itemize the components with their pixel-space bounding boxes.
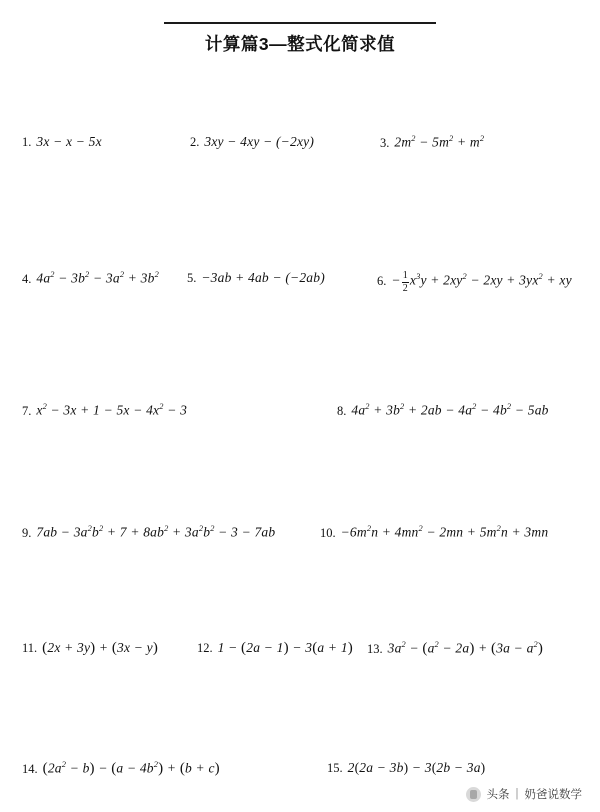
problem-expression: −3ab + 4ab − (−2ab) bbox=[201, 270, 325, 285]
problem-expression: $3a^2 - (a^2 - 2a) + (3a - a^2)$ bbox=[387, 640, 544, 657]
problem-number: 13. bbox=[367, 641, 383, 656]
problem-item bbox=[197, 640, 353, 657]
problem-item bbox=[22, 640, 158, 657]
problem-item bbox=[190, 134, 314, 150]
problem-expression: $2m^2 - 5m^2 + m^2$ bbox=[394, 134, 485, 150]
footer-watermark bbox=[466, 786, 583, 802]
problem-expression: 1 − (2a − 1) − 3(a + 1) bbox=[217, 640, 353, 656]
problem-expression: $7ab - 3a^2b^2 + 7 + 8ab^2 + 3a^2b^2 - 3 - 7ab$ bbox=[36, 524, 276, 540]
problem-number: 6. bbox=[377, 273, 387, 288]
problem-number: 7. bbox=[22, 403, 32, 418]
problem-expression: 2(2a − 3b) − 3(2b − 3a) bbox=[347, 760, 486, 775]
problem-number: 4. bbox=[22, 271, 32, 286]
problem-expression: − $\frac{1}{2}$ $x^3y + 2xy^2 - 2xy + 3yx^2$ + xy bbox=[391, 270, 572, 294]
problem-number: 10. bbox=[320, 525, 336, 540]
problem-number: 15. bbox=[327, 761, 343, 775]
problem-expression: (2x + 3y) + (3x − y) bbox=[42, 640, 159, 656]
problem-number: 3. bbox=[380, 135, 390, 150]
footer-account: 奶爸说数学 bbox=[524, 789, 582, 801]
title-rule bbox=[164, 22, 436, 24]
footer-separator: | bbox=[515, 788, 519, 800]
problem-expression: $x^2 - 3x + 1 - 5x - 4x^2 - 3$ bbox=[36, 402, 188, 418]
problem-expression: $4a^2 + 3b^2 + 2ab - 4a^2 - 4b^2 - 5ab$ bbox=[351, 402, 549, 418]
problem-expression: $4a^2 - 3b^2 - 3a^2 + 3b^2$ bbox=[36, 270, 159, 286]
footer-platform: 头条 bbox=[486, 789, 510, 801]
problem-item bbox=[22, 760, 220, 778]
problem-item bbox=[22, 270, 159, 287]
problem-item bbox=[22, 524, 275, 541]
problem-number: 12. bbox=[197, 641, 213, 655]
problem-item bbox=[380, 134, 484, 151]
problem-expression: $(2a^2 - b) - (a - 4b^2) + (b + c)$ bbox=[42, 760, 220, 777]
problem-item bbox=[367, 640, 543, 658]
problem-number: 8. bbox=[337, 403, 347, 418]
problem-item bbox=[377, 270, 572, 293]
problem-item bbox=[327, 760, 485, 776]
problem-number: 1. bbox=[22, 135, 32, 149]
toutiao-logo-icon bbox=[466, 787, 481, 802]
problem-number: 9. bbox=[22, 525, 32, 540]
problem-expression: 3xy − 4xy − (−2xy) bbox=[204, 134, 315, 149]
problem-number: 2. bbox=[190, 135, 200, 149]
problem-item bbox=[22, 402, 187, 419]
problem-expression: $-6m^2n + 4mn^2 - 2mn + 5m^2n + 3mn$ bbox=[340, 524, 549, 540]
problem-item bbox=[22, 134, 102, 150]
problem-number: 11. bbox=[22, 641, 38, 655]
problem-item bbox=[320, 524, 548, 541]
problem-item bbox=[337, 402, 549, 419]
page-title: 计算篇3—整式化简求值 bbox=[204, 34, 396, 54]
problem-item bbox=[187, 270, 325, 286]
problem-expression: 3x − x − 5x bbox=[36, 134, 102, 149]
problem-number: 5. bbox=[187, 271, 197, 285]
title-block bbox=[22, 0, 578, 56]
problem-number: 14. bbox=[22, 761, 38, 776]
